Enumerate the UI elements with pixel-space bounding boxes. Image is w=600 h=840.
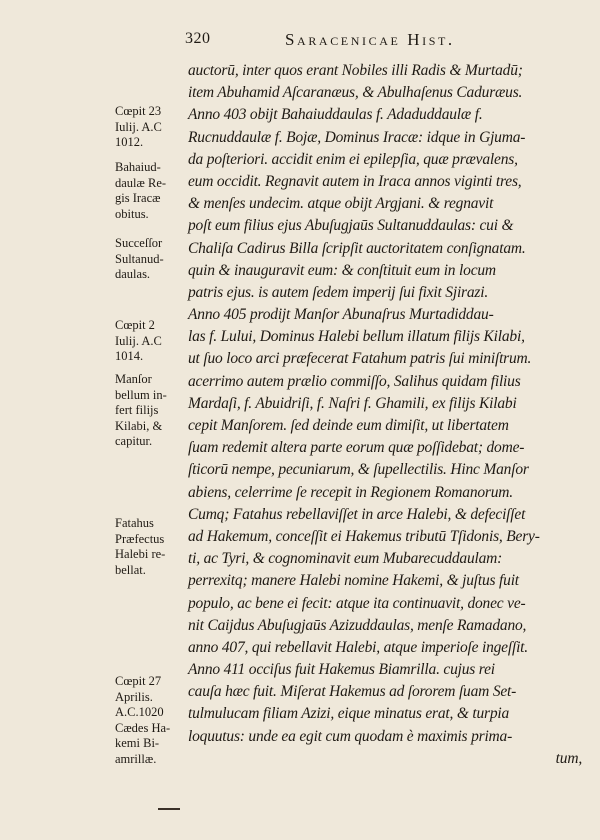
margin-note-line: bellat. (115, 562, 146, 577)
body-line: ut ſuo loco arci præfecerat Fatahum patris ſui miniſtrum. (188, 350, 532, 368)
margin-note-line: gis Iracæ (115, 191, 161, 205)
margin-note-line: daulas. (115, 267, 151, 281)
body-line: eum occidit. Regnavit autem in Iraca annos viginti tres, (188, 172, 522, 190)
margin-note (115, 160, 193, 222)
margin-note-line: Præfectus (115, 531, 165, 546)
margin-note-line: Halebi re- (115, 547, 166, 561)
body-line: populo, ac bene ei fecit: atque ita continuavit, donec ve- (188, 594, 526, 612)
margin-note-line: obitus. (115, 206, 149, 221)
body-line: abiens, celerrime ſe recepit in Regionem Romanorum. (188, 483, 513, 501)
page-number: 320 (185, 30, 211, 47)
body-line: quin & inauguravit eum: & conſtituit eum in locum (188, 261, 496, 279)
body-line: anno 407, qui rebellavit Halebi, atque imperioſe ingeſſit. (188, 638, 528, 656)
margin-note-line: Cœpit 27 (115, 674, 162, 688)
body-line: ad Hakemum, conceſſit ei Hakemus tributū Tſidonis, Bery- (188, 527, 540, 545)
margin-note (115, 674, 193, 767)
body-line: tulmulucam filiam Azizi, eique minatus erat, & turpia (188, 705, 510, 723)
body-line: poſt eum filius ejus Abuſugjaūs Sultanuddaulas: cui & (188, 217, 514, 235)
body-line: patris ejus. is autem ſedem imperij ſui fixit Sjirazi. (188, 283, 489, 301)
margin-note (115, 236, 193, 283)
margin-note (115, 318, 193, 365)
body-line: da poſteriori. accidit enim ei epilepſia, quæ prævalens, (188, 150, 518, 168)
margin-note-line: Kilabi, & (115, 418, 163, 433)
margin-note-line: Aprilis. (115, 689, 153, 704)
margin-note-line: A.C.1020 (115, 705, 164, 719)
margin-note-line: amrillæ. (115, 751, 157, 766)
margin-note (115, 104, 193, 151)
margin-note-line: Bahaiud- (115, 160, 161, 174)
body-line: acerrimo autem prælio commiſſo, Salihus quidam filius (188, 372, 521, 390)
body-text (188, 60, 588, 770)
body-line: ſuam redemit altera parte eorum quæ poſſidebat; dome- (188, 439, 525, 457)
body-line: loquutus: unde ea egit cum quodam è maximis prima- (188, 727, 513, 745)
body-line: Anno 403 obijt Bahaiuddaulas f. Adaduddaulæ f. (188, 106, 483, 124)
page-mark (158, 808, 180, 810)
margin-note-line: 1014. (115, 349, 144, 363)
margin-note-line: Cædes Ha- (115, 720, 171, 735)
margin-note-line: Sultanud- (115, 251, 164, 266)
body-line: Anno 405 prodijt Manſor Abunaſrus Murtadiddau- (188, 306, 494, 324)
body-line: Chaliſa Cadirus Billa ſcripſit auctoritatem conſignatam. (188, 239, 526, 257)
margin-note-line: bellum in- (115, 387, 167, 402)
body-line: cauſa hæc fuit. Miſerat Hakemus ad ſororem ſuam Set- (188, 683, 517, 701)
margin-note-line: Iulij. A.C (115, 119, 162, 134)
page-header (185, 30, 585, 50)
body-line: Mardaſi, f. Abuidriſi, f. Naſri f. Ghamili, ex filijs Kilabi (188, 394, 517, 412)
margin-note-line: Succeſſor (115, 236, 163, 250)
body-line: ti, ac Tyri, & cognominavit eum Mubarecuddaulam: (188, 550, 503, 568)
margin-note-line: Cœpit 23 (115, 104, 162, 118)
running-title: Saracenicae Hist. (285, 30, 455, 49)
margin-note (115, 372, 193, 450)
margin-note-line: capitur. (115, 434, 153, 448)
body-line: Anno 411 occiſus fuit Hakemus Biamrilla. cujus rei (188, 661, 495, 679)
margin-note-line: Cœpit 2 (115, 318, 155, 332)
body-line: las f. Lului, Dominus Halebi bellum illatum filijs Kilabi, (188, 328, 525, 346)
body-line: & menſes undecim. atque obijt Argjani. & regnavit (188, 195, 494, 213)
body-line: auctorū, inter quos erant Nobiles illi Radis & Murtadū; (188, 62, 523, 79)
margin-note-line: Iulij. A.C (115, 333, 162, 348)
catchword: tum, (555, 749, 582, 767)
margin-note-line: kemi Bi- (115, 736, 160, 750)
body-line: item Abuhamid Aſcaranæus, & Abulhaſenus Caduræus. (188, 84, 523, 102)
body-line: Cumq; Fatahus rebellaviſſet in arce Halebi, & defeciſſet (188, 505, 526, 523)
margin-note-line: daulæ Re- (115, 175, 167, 190)
margin-note-line: Manſor (115, 372, 152, 386)
body-line: perrexitq; manere Halebi nomine Hakemi, & juſtus fuit (188, 572, 519, 590)
margin-note-line: 1012. (115, 135, 144, 149)
body-line: nit Caijdus Abuſugjaūs Azizuddaulas, menſe Ramadano, (188, 616, 527, 634)
body-line: cepit Manſorem. ſed deinde eum dimiſit, ut libertatem (188, 417, 509, 434)
margin-note (115, 516, 193, 578)
body-line: Rucnuddaulæ f. Bojæ, Dominus Iracæ: idque in Gjuma- (188, 128, 526, 146)
margin-note-line: fert filijs (115, 403, 159, 417)
body-line: ſticorū nempe, pecuniarum, & ſupellectilis. Hinc Manſor (188, 461, 529, 479)
margin-note-line: Fatahus (115, 516, 154, 530)
